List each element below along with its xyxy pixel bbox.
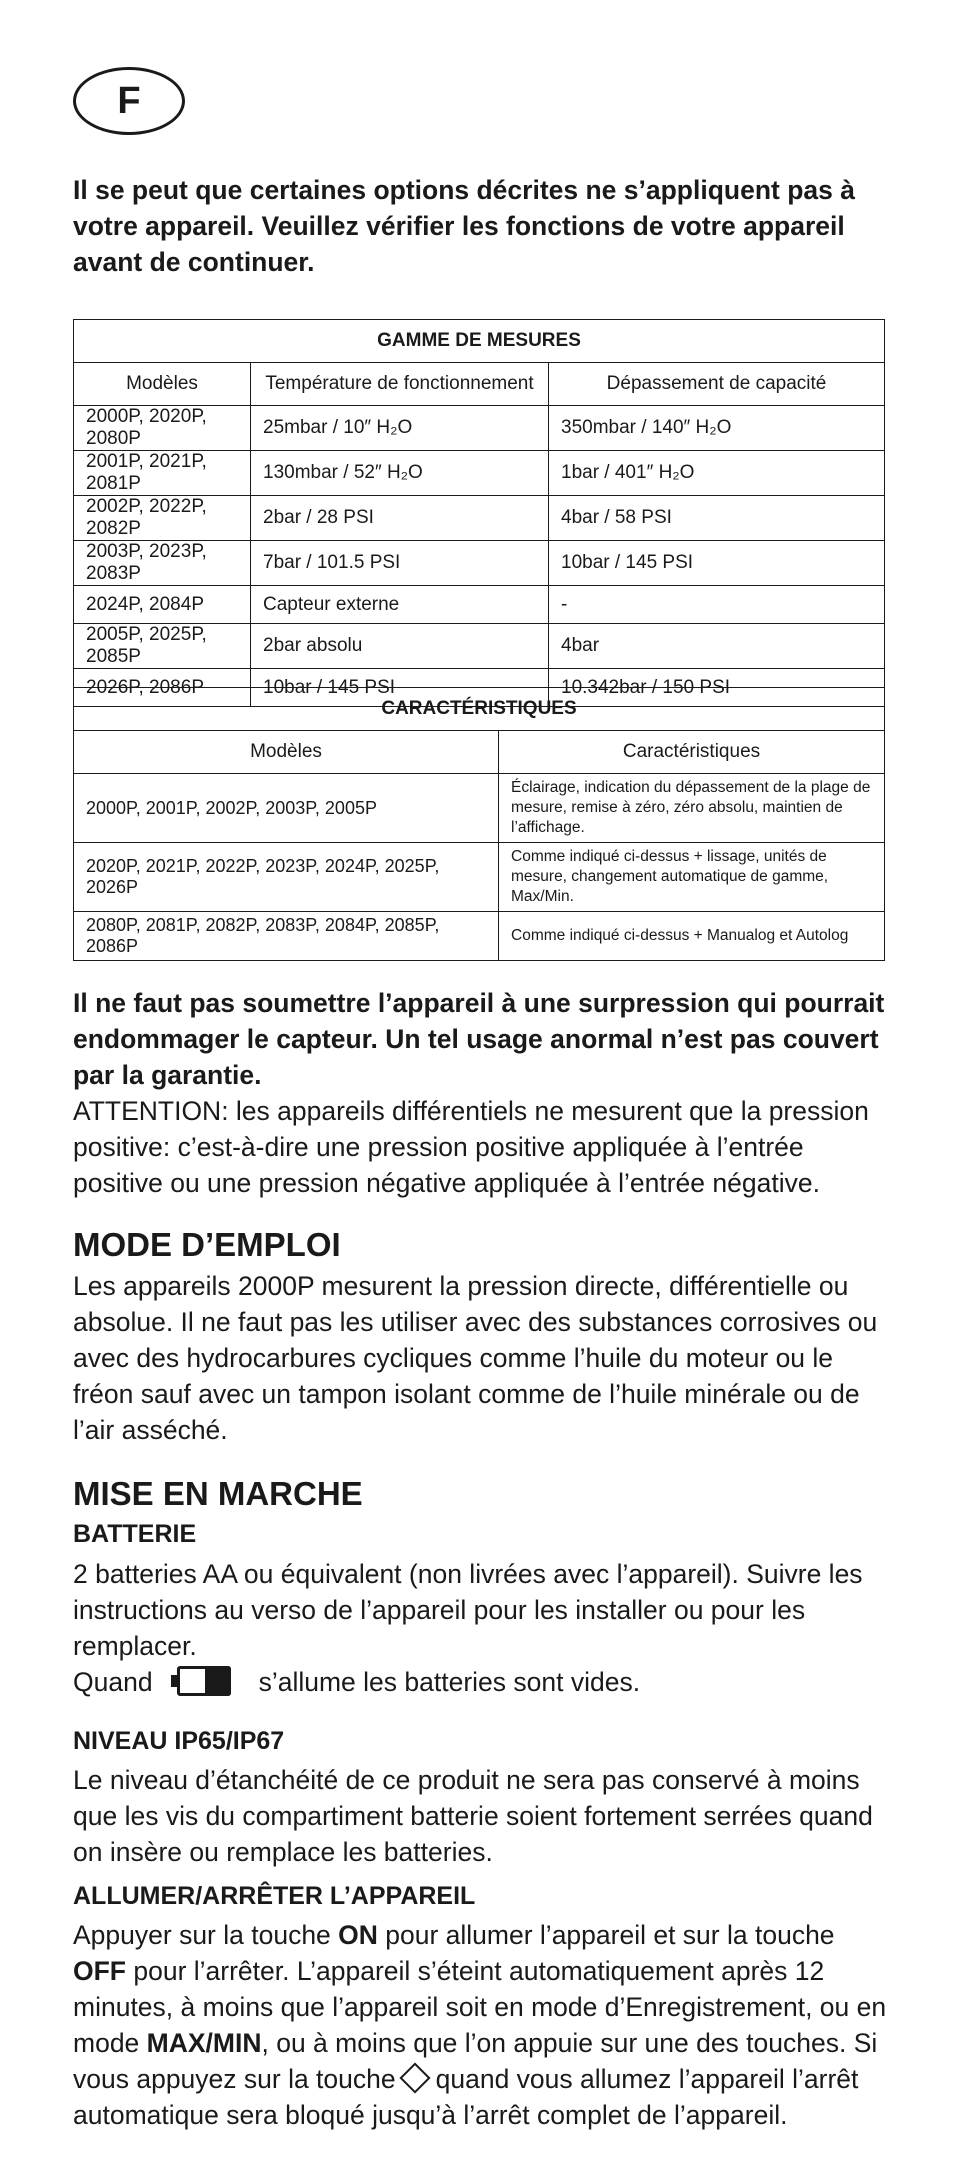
power-text-part: , ou à moins que l’on appuie sur une des touches. Si vous appuyez sur la touche [73,2028,878,2094]
range-cell: 10bar / 145 PSI [549,541,885,586]
range-cell: 10bar / 145 PSI [251,669,549,707]
warning-bold: Il ne faut pas soumettre l’appareil à une surpression qui pourrait endommager le capteur. Un tel usage anormal n’est pas couvert par la garantie. [73,988,885,1090]
intro-notice: Il se peut que certaines options décrites ne s’appliquent pas à votre appareil. Veuillez vérifier les fonctions de votre appareil avant de continuer. [73,175,855,277]
range-cell: - [549,586,885,624]
battery-when-after: s’allume les batteries sont vides. [258,1667,641,1697]
range-col-models: Modèles [74,363,251,406]
language-badge: F [73,67,185,135]
range-cell: 2005P, 2025P, 2085P [74,624,251,669]
table-row [74,912,885,961]
power-text-part: pour l’arrêter. L’appareil s’éteint automatiquement après 12 minutes, à moins que l’appareil soit en mode d’Enregistrement, ou en mode [73,1956,887,2058]
range-col-overload: Dépassement de capacité [549,363,885,406]
table-row [74,451,885,496]
range-table-caption: GAMME DE MESURES [74,320,885,363]
range-cell: 4bar [549,624,885,669]
range-cell: 2bar absolu [251,624,549,669]
ip-title: NIVEAU IP65/IP67 [73,1727,285,1755]
maxmin-key-label: MAX/MIN [146,2028,262,2058]
range-col-temperature: Température de fonctionnement [251,363,549,406]
features-cell: 2000P, 2001P, 2002P, 2003P, 2005P [74,774,499,843]
warning-block [73,985,888,1201]
warning-text: ATTENTION: les appareils différentiels ne mesurent que la pression positive: c’est-à-dire une pression positive appliquée à l’entrée positive ou une pression négative appliquée à l’entrée négative. [73,1096,869,1198]
on-key-label: ON [338,1920,378,1950]
range-cell: 2024P, 2084P [74,586,251,624]
power-title: ALLUMER/ARRÊTER L’APPAREIL [73,1882,476,1910]
battery-text: 2 batteries AA ou équivalent (non livrées avec l’appareil). Suivre les instructions au verso de l’appareil pour les installer ou pour les remplacer. [73,1559,863,1661]
range-cell: 350mbar / 140″ H₂O [549,406,885,451]
range-cell: 2003P, 2023P, 2083P [74,541,251,586]
features-cell: Comme indiqué ci-dessus + Manualog et Autolog [499,912,885,961]
mode-title: MODE D’EMPLOI [73,1226,341,1263]
range-cell: 10.342bar / 150 PSI [549,669,885,707]
table-row [74,774,885,843]
features-table [73,687,885,961]
power-text-part: pour allumer l’appareil et sur la touche [377,1920,835,1950]
table-row [74,496,885,541]
range-cell: Capteur externe [251,586,549,624]
range-cell: 2000P, 2020P, 2080P [74,406,251,451]
range-cell: 7bar / 101.5 PSI [251,541,549,586]
table-row [74,541,885,586]
ip-text: Le niveau d’étanchéité de ce produit ne sera pas conservé à moins que les vis du compartiment batterie soient fortement serrées quand on insère ou remplace les batteries. [73,1765,873,1867]
features-col-features: Caractéristiques [499,731,885,774]
range-table [73,319,885,707]
table-row [74,586,885,624]
range-cell: 2026P, 2086P [74,669,251,707]
features-cell: Éclairage, indication du dépassement de la plage de mesure, remise à zéro, zéro absolu, maintien de l’affichage. [499,774,885,843]
battery-when: Quand [73,1667,153,1697]
range-cell: 4bar / 58 PSI [549,496,885,541]
features-col-models: Modèles [74,731,499,774]
features-cell: Comme indiqué ci-dessus + lissage, unités de mesure, changement automatique de gamme, Max/Min. [499,843,885,912]
range-cell: 130mbar / 52″ H₂O [251,451,549,496]
range-cell: 2bar / 28 PSI [251,496,549,541]
startup-title: MISE EN MARCHE [73,1475,363,1512]
features-cell: 2080P, 2081P, 2082P, 2083P, 2084P, 2085P, 2086P [74,912,499,961]
range-cell: 1bar / 401″ H₂O [549,451,885,496]
battery-status-line [73,1664,888,1700]
features-table-caption: CARACTÉRISTIQUES [74,688,885,731]
table-row [74,843,885,912]
diamond-key-icon [399,2062,430,2093]
features-cell: 2020P, 2021P, 2022P, 2023P, 2024P, 2025P, 2026P [74,843,499,912]
power-text-part: quand vous allumez l’appareil l’arrêt automatique sera bloqué jusqu’à l’arrêt complet de l’appareil. [73,2064,859,2130]
range-cell: 25mbar / 10″ H₂O [251,406,549,451]
range-cell: 2002P, 2022P, 2082P [74,496,251,541]
table-row [74,406,885,451]
battery-low-icon [171,1666,237,1696]
battery-title: BATTERIE [73,1520,197,1548]
power-text-part: Appuyer sur la touche [73,1920,339,1950]
mode-text: Les appareils 2000P mesurent la pression directe, différentielle ou absolue. Il ne faut pas les utiliser avec des substances corrosives ou avec des hydrocarbures cycliques comme l’huile du moteur ou le fréon sauf avec un tampon isolant comme de l’huile minérale ou de l’air asséché. [73,1271,878,1445]
range-cell: 2001P, 2021P, 2081P [74,451,251,496]
off-key-label: OFF [73,1956,126,1986]
table-row [74,624,885,669]
power-text [73,1917,888,2133]
